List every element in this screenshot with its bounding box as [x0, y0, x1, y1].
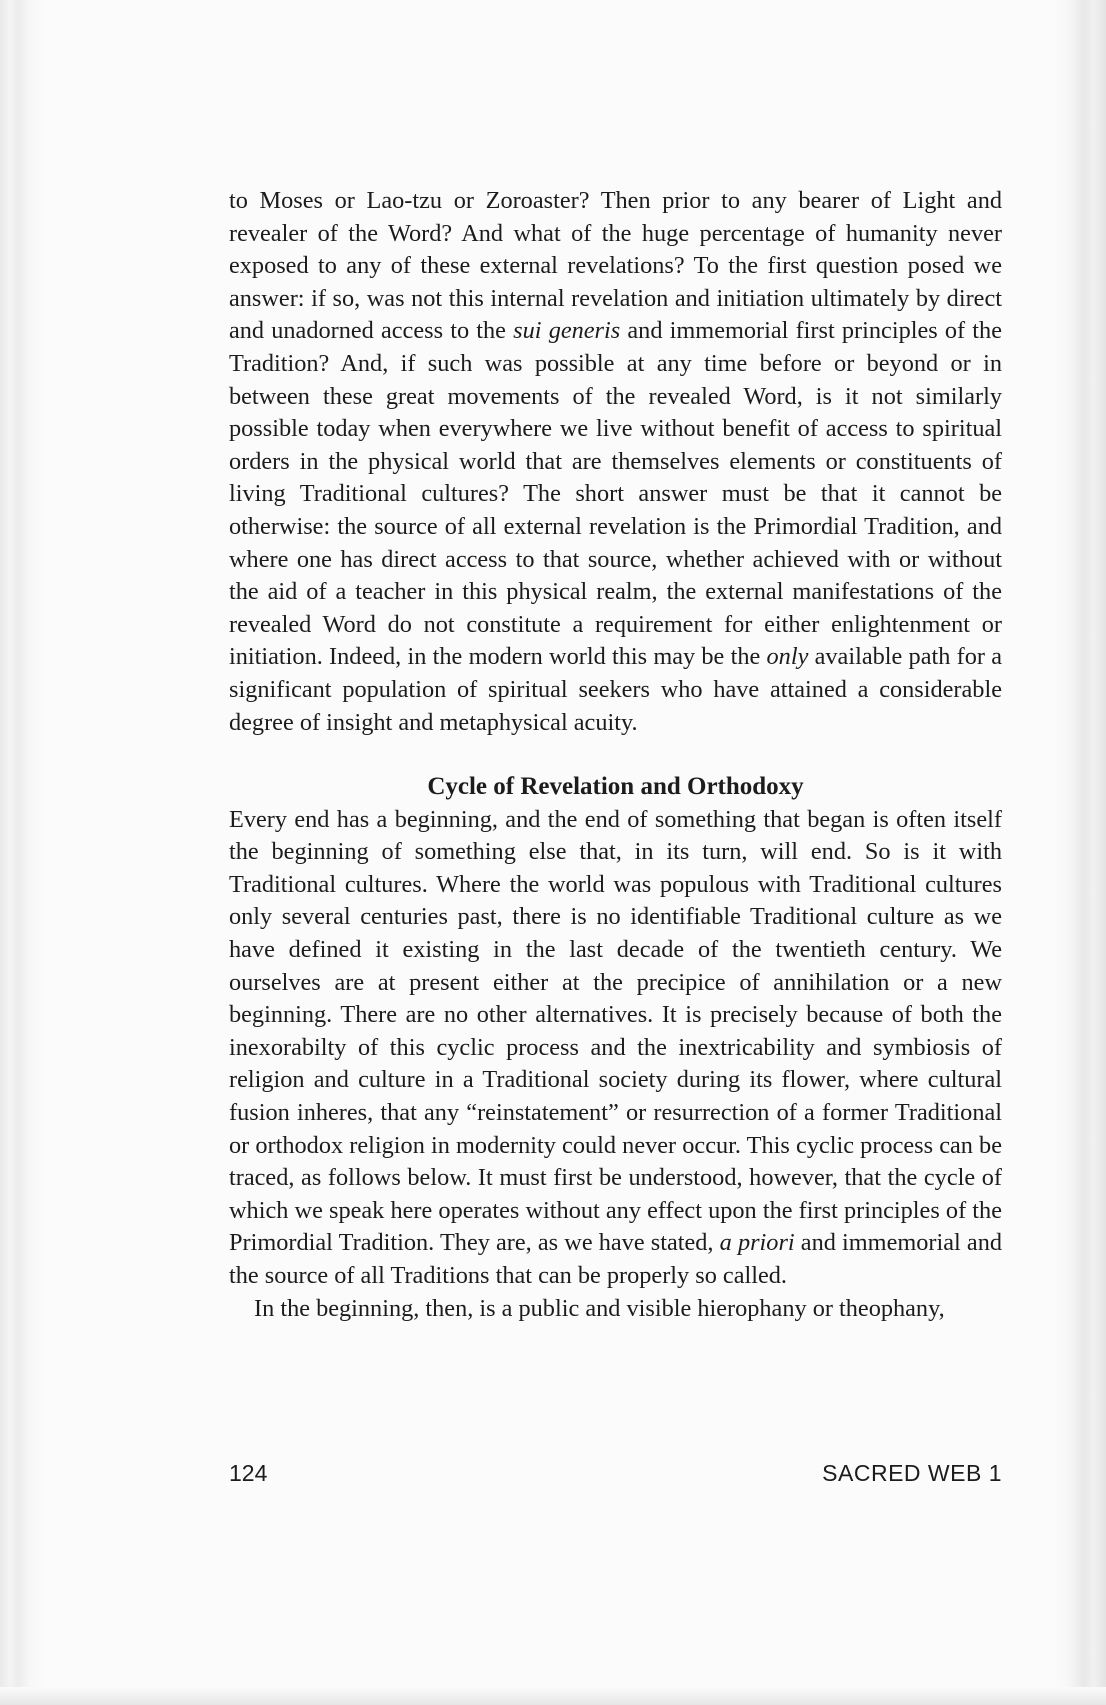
- paragraph-text: Every end has a beginning, and the end of something that began is often itself the beginning of something else that, in its turn, will end. So is it with Traditional cultures. Where the world was populous with Traditional cultures only several centuries past, there is no identifiable Traditional culture as we have defined it existing in the last decade of the twentieth century. We ourselves are at present either at the precipice of annihilation or a new beginning. There are no other alternatives. It is precisely because of both the inexorabilty of this cyclic process and the inextricability and symbiosis of religion and culture in a Traditional society during its flower, where cultural fusion inheres, that any “reinstatement” or resurrection of a former Traditional or orthodox religion in modernity could never occur. This cyclic process can be traced, as follows below. It must first be understood, however, that the cycle of which we speak here operates without any effect upon the first principles of the Primordial Tradition. They are, as we have stated,: [229, 805, 1002, 1257]
- paragraph-body: [229, 804, 1002, 1293]
- page-footer: [229, 1460, 1002, 1496]
- paragraph-text: and immemorial and the source of all Traditions that can be properly so called.: [229, 1229, 1002, 1289]
- italic-term: sui generis: [513, 317, 621, 345]
- section-heading: Cycle of Revelation and Orthodoxy: [427, 773, 804, 801]
- paragraph-text: and immemorial first principles of the Tradition? And, if such was possible at any time before or beyond or in between these great movements of the revealed Word, is it not similarly possible today when everywhere we live without benefit of access to spiritual orders in the physical world that are themselves elements or constituents of living Traditional cultures? The short answer must be that it cannot be otherwise: the source of all external revelation is the Primordial Tradition, and where one has direct access to that source, whether achieved with or without the aid of a teacher in this physical realm, the external manifestations of the revealed Word do not constitute a requirement for either enlightenment or initiation. Indeed, in the modern world this may be the: [229, 317, 1002, 671]
- scan-edge-right: [1054, 0, 1106, 1705]
- page-body: [229, 185, 1002, 1325]
- paragraph-text: available path for a significant population of spiritual seekers who have attained a considerable degree of insight and metaphysical acuity.: [229, 643, 1003, 736]
- running-title: SACRED WEB 1: [822, 1460, 1002, 1486]
- page-number: 124: [229, 1460, 268, 1486]
- scan-edge-left: [0, 0, 44, 1705]
- paragraph-text: to Moses or Lao-tzu or Zoroaster? Then prior to any bearer of Light and revealer of the Word? And what of the huge percentage of humanity never exposed to any of these external revelations? To the first question posed we answer: if so, was not this internal revelation and initiation ultimately by direct and unadorned access to the: [229, 187, 1002, 345]
- italic-emphasis: only: [766, 643, 809, 671]
- paragraph-next: In the beginning, then, is a public and visible hierophany or theophany,: [254, 1294, 945, 1322]
- italic-term: a priori: [719, 1229, 795, 1257]
- scan-edge-bottom: [0, 1687, 1106, 1705]
- paragraph-continuation: [229, 185, 1002, 739]
